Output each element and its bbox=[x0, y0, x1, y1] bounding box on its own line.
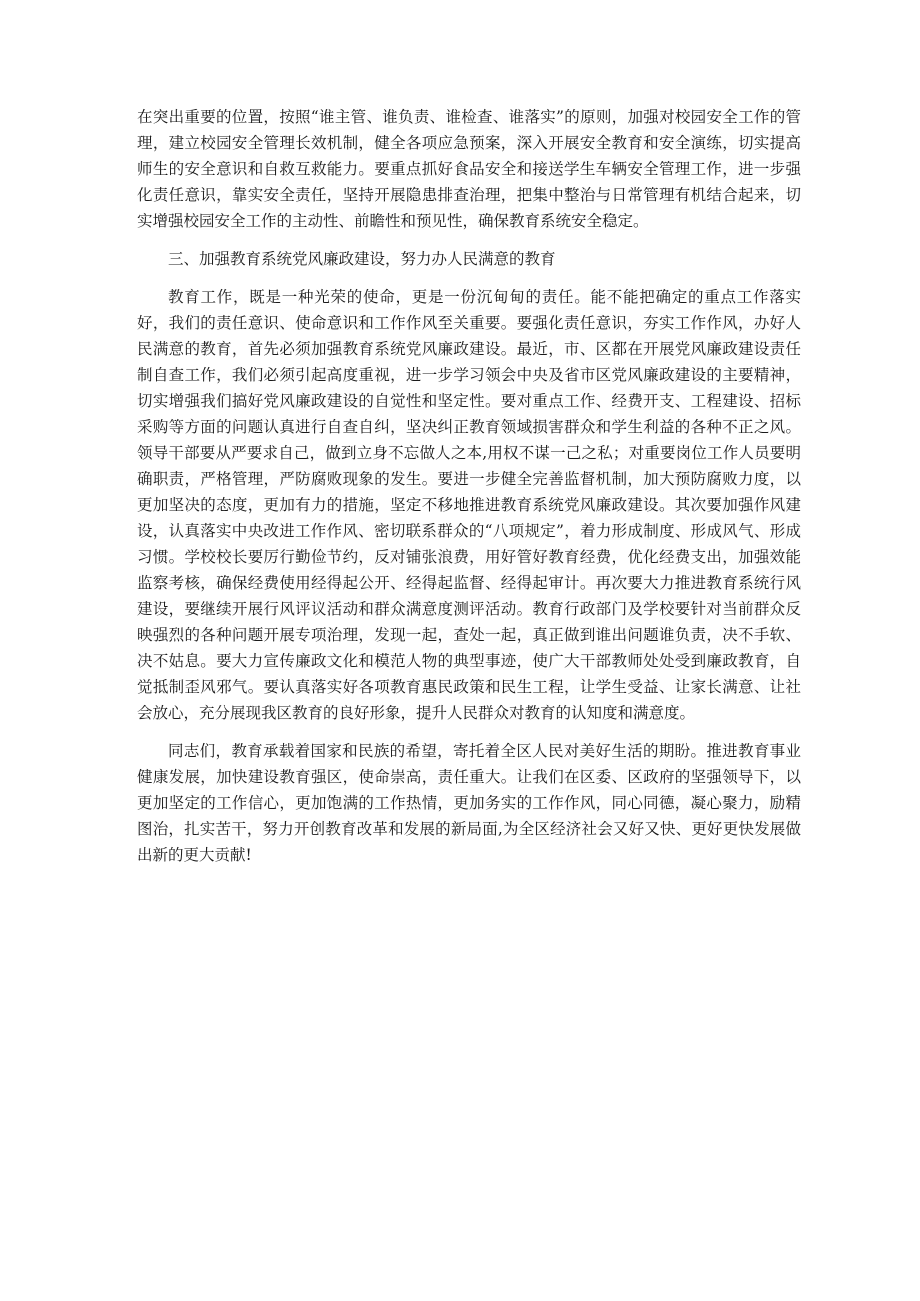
document-page bbox=[137, 104, 801, 880]
section-heading-three: 三、加强教育系统党风廉政建设，努力办人民满意的教育 bbox=[168, 250, 556, 268]
paragraph-closing: 同志们，教育承载着国家和民族的希望，寄托着全区人民对美好生活的期盼。推进教育事业健康发展，加快建设教育强区，使命崇高，责任重大。让我们在区委、区政府的坚强领导下，以更加坚定的工作信心，更加饱满的工作热情，更加务实的工作作风，同心同德，凝心聚力，励精图治，扎实苦干，努力开创教育改革和发展的新局面,为全区经济社会又好又快、更好更快发展做出新的更大贡献! bbox=[137, 742, 801, 864]
paragraph-campus-safety: 在突出重要的位置，按照“谁主管、谁负责、谁检查、谁落实”的原则，加强对校园安全工作的管理，建立校园安全管理长效机制，健全各项应急预案，深入开展安全教育和安全演练，切实提高师生的安全意识和自救互救能力。要重点抓好食品安全和接送学生车辆安全管理工作，进一步强化责任意识，靠实安全责任，坚持开展隐患排查治理，把集中整治与日常管理有机结合起来，切实增强校园安全工作的主动性、前瞻性和预见性，确保教育系统安全稳定。 bbox=[137, 108, 801, 230]
paragraph-party-conduct: 教育工作，既是一种光荣的使命，更是一份沉甸甸的责任。能不能把确定的重点工作落实好，我们的责任意识、使命意识和工作作风至关重要。要强化责任意识，夯实工作作风，办好人民满意的教育，首先必须加强教育系统党风廉政建设。最近，市、区都在开展党风廉政建设责任制自查工作，我们必须引起高度重视，进一步学习领会中央及省市区党风廉政建设的主要精神，切实增强我们搞好党风廉政建设的自觉性和坚定性。要对重点工作、经费开支、工程建设、招标采购等方面的问题认真进行自查自纠，坚决纠正教育领域损害群众和学生利益的各种不正之风。领导干部要从严要求自己，做到立身不忘做人之本,用权不谋一己之私；对重要岗位工作人员要明确职责，严格管理，严防腐败现象的发生。要进一步健全完善监督机制，加大预防腐败力度，以更加坚决的态度，更加有力的措施，坚定不移地推进教育系统党风廉政建设。其次要加强作风建设，认真落实中央改进工作作风、密切联系群众的“八项规定”，着力形成制度、形成风气、形成习惯。学校校长要厉行勤俭节约，反对铺张浪费，用好管好教育经费，优化经费支出，加强效能监察考核，确保经费使用经得起公开、经得起监督、经得起审计。再次要大力推进教育系统行风建设，要继续开展行风评议活动和群众满意度测评活动。教育行政部门及学校要针对当前群众反映强烈的各种问题开展专项治理，发现一起，查处一起，真正做到谁出问题谁负责，决不手软、决不姑息。要大力宣传廉政文化和模范人物的典型事迹，使广大干部教师处处受到廉政教育，自觉抵制歪风邪气。要认真落实好各项教育惠民政策和民生工程，让学生受益、让家长满意、让社会放心，充分展现我区教育的良好形象，提升人民群众对教育的认知度和满意度。 bbox=[137, 288, 801, 722]
